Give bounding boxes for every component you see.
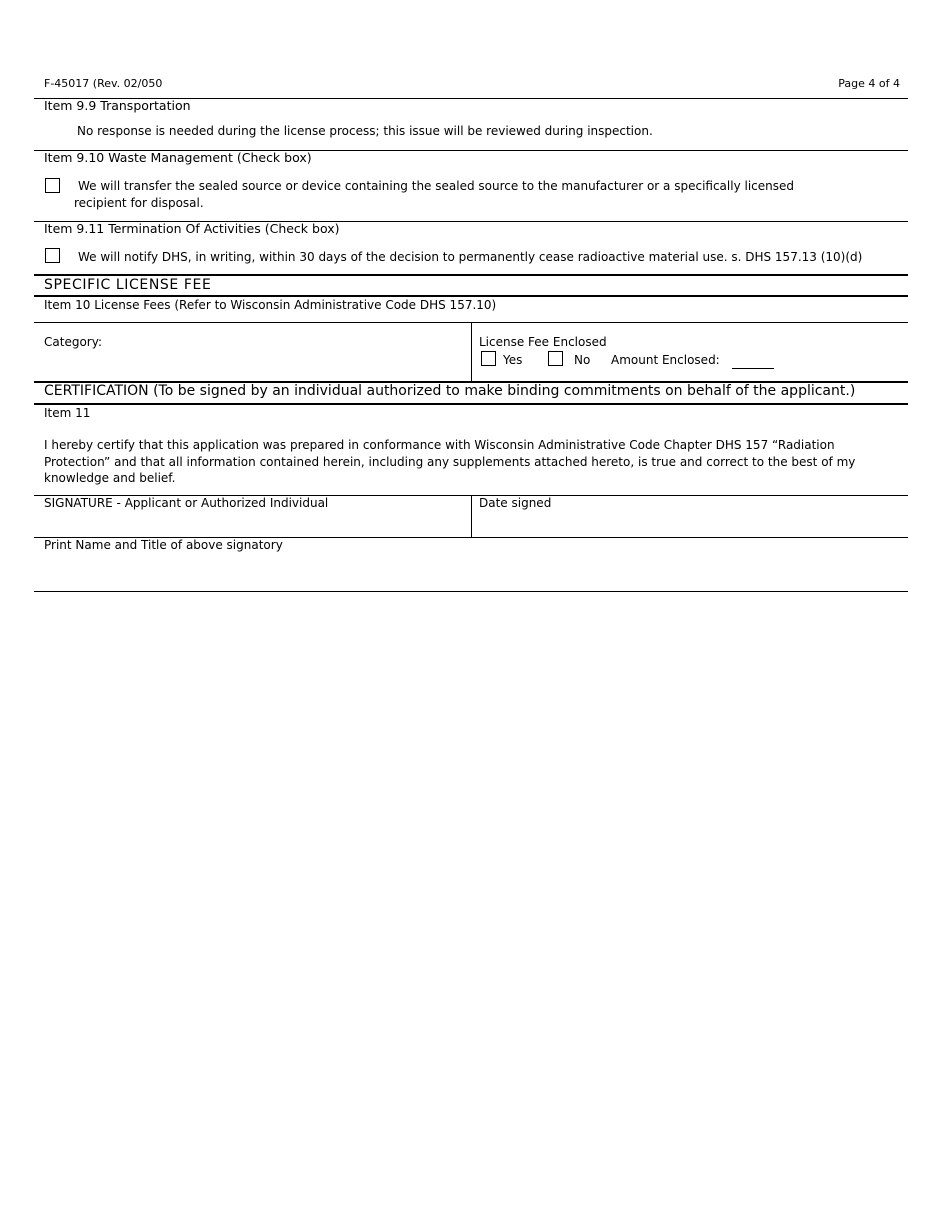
print-name-label: Print Name and Title of above signatory — [44, 538, 283, 552]
item-9-10-text-line1: We will transfer the sealed source or device containing the sealed source to the manufacturer or a specifically licensed — [78, 179, 794, 193]
termination-checkbox[interactable] — [45, 248, 60, 263]
date-signed-label: Date signed — [479, 496, 552, 510]
fee-enclosed-yes-label: Yes — [503, 353, 523, 367]
item-10-title: Item 10 License Fees (Refer to Wisconsin Administrative Code DHS 157.10) — [44, 298, 497, 312]
column-divider — [471, 495, 472, 537]
page-header — [34, 77, 908, 93]
divider — [34, 274, 908, 276]
item-9-9-title: Item 9.9 Transportation — [44, 98, 191, 113]
form-id: F-45017 (Rev. 02/050 — [44, 77, 163, 90]
specific-license-fee-heading: SPECIFIC LICENSE FEE — [44, 277, 212, 293]
item-9-9-text: No response is needed during the license process; this issue will be reviewed during inspection. — [77, 124, 653, 138]
item-9-11-title: Item 9.11 Termination Of Activities (Check box) — [44, 221, 340, 236]
page-number: Page 4 of 4 — [838, 77, 900, 90]
item-9-11-text: We will notify DHS, in writing, within 30 days of the decision to permanently cease radioactive material use. s. DHS 157.13 (10)(d) — [78, 250, 863, 264]
amount-enclosed-field[interactable] — [732, 368, 774, 369]
fee-enclosed-no-label: No — [574, 353, 591, 367]
fee-enclosed-yes-checkbox[interactable] — [481, 351, 496, 366]
item-11-title: Item 11 — [44, 406, 91, 420]
item-9-10-text-line2: recipient for disposal. — [74, 196, 204, 210]
certification-statement: I hereby certify that this application was prepared in conformance with Wisconsin Administrative Code Chapter DHS 157 “Radiation Protection” and that all information contained herein, including any supplements attached hereto, is true and correct to the best of my knowledge and belief. — [44, 438, 856, 485]
waste-management-checkbox[interactable] — [45, 178, 60, 193]
fee-enclosed-no-checkbox[interactable] — [548, 351, 563, 366]
category-label: Category: — [44, 335, 102, 349]
item-9-10-title: Item 9.10 Waste Management (Check box) — [44, 150, 312, 165]
fee-enclosed-label: License Fee Enclosed — [479, 335, 607, 349]
divider — [34, 591, 908, 592]
amount-enclosed-label: Amount Enclosed: — [611, 353, 720, 367]
signature-label: SIGNATURE - Applicant or Authorized Individual — [44, 496, 329, 510]
certification-heading: CERTIFICATION (To be signed by an individual authorized to make binding commitments on behalf of the applicant.) — [44, 383, 856, 399]
column-divider — [471, 322, 472, 381]
divider — [34, 403, 908, 405]
